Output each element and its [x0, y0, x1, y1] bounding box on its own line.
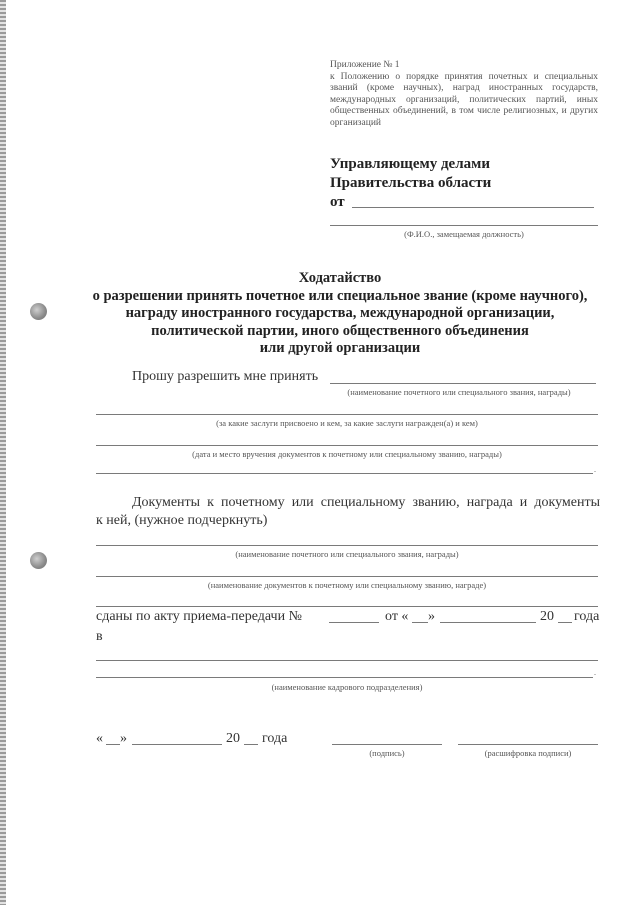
title-line3: награду иностранного государства, международной организации, — [125, 305, 555, 321]
signature-day-field[interactable] — [106, 744, 120, 745]
transfer-quote-close: » — [428, 609, 435, 624]
appendix-header: Приложение № 1 — [330, 60, 400, 70]
signature-quote-close: » — [120, 731, 127, 746]
transfer-year-field[interactable] — [558, 622, 572, 623]
appendix-block — [330, 60, 598, 129]
document-title — [80, 270, 600, 358]
transfer-in-label: в — [96, 629, 103, 644]
signature-decode-caption: (расшифровка подписи) — [484, 748, 572, 758]
request-caption2: (за какие заслуги присвоено и кем, за какие заслуги награжден(а) и кем) — [216, 418, 478, 428]
documents-list-field[interactable] — [96, 576, 598, 577]
transfer-act-number-field[interactable] — [329, 622, 379, 623]
title-line1: Ходатайство — [298, 270, 382, 286]
request-extra-field[interactable] — [96, 473, 593, 474]
request-award-field[interactable] — [330, 383, 596, 384]
title-line5: или другой организации — [259, 340, 421, 356]
request-caption1: (наименование почетного или специального звания, награды) — [347, 387, 571, 397]
documents-extra-field[interactable] — [96, 606, 598, 607]
signature-year-prefix: 20 — [226, 731, 240, 746]
appendix-text: к Положению о порядке принятия почетных и специальных званий (кроме научных), наград иностранных государств, международных организаций, политических партий, иных общественных объединений, в том числе религиозных, и других организаций — [330, 71, 598, 128]
transfer-prefix: сданы по акту приема-передачи № — [96, 609, 302, 624]
signature-quote-open: « — [96, 731, 103, 746]
documents-text — [96, 494, 600, 530]
addressee-second-field[interactable] — [330, 225, 598, 226]
signature-field[interactable] — [332, 744, 442, 745]
documents-caption2: (наименование документов к почетному или специальному званию, награде) — [207, 580, 487, 590]
signature-caption: (подпись) — [369, 748, 405, 758]
signature-year-suffix: года — [262, 731, 288, 746]
transfer-caption: (наименование кадрового подразделения) — [271, 682, 423, 692]
request-caption3: (дата и место вручения документов к почетному или специальному званию, награды) — [192, 449, 502, 459]
title-line2: о разрешении принять почетное или специальное звание (кроме научного), — [92, 287, 588, 304]
signature-decode-field[interactable] — [458, 744, 598, 745]
signature-year-field[interactable] — [244, 744, 258, 745]
addressee-line2: Правительства области — [330, 175, 492, 191]
title-line4: политической партии, иного общественного объединения — [151, 322, 529, 339]
punch-hole-top — [30, 303, 47, 320]
transfer-dept-field2[interactable] — [96, 677, 593, 678]
documents-caption1: (наименование почетного или специального звания, награды) — [235, 549, 459, 559]
addressee-from-label: от — [330, 194, 345, 210]
transfer-dept-field[interactable] — [96, 660, 598, 661]
line-end-mark: . — [594, 465, 596, 474]
transfer-month-field[interactable] — [440, 622, 536, 623]
request-merits-field[interactable] — [96, 414, 598, 415]
addressee-caption: (Ф.И.О., замещаемая должность) — [404, 229, 524, 239]
scan-edge — [0, 0, 6, 905]
addressee-line1: Управляющему делами — [330, 156, 490, 172]
request-text: Прошу разрешить мне принять — [132, 369, 319, 384]
addressee-from-field[interactable] — [352, 207, 594, 208]
documents-text-line1: Документы к почетному или специальному званию, награда и документы — [132, 495, 600, 510]
line-end-mark-2: . — [594, 668, 596, 677]
transfer-year-suffix: года — [574, 609, 600, 624]
documents-text-line2: к ней, (нужное подчеркнуть) — [96, 513, 268, 528]
transfer-day-field[interactable] — [412, 622, 428, 623]
transfer-from-label: от « — [385, 609, 409, 624]
transfer-year-prefix: 20 — [540, 609, 554, 624]
signature-month-field[interactable] — [132, 744, 222, 745]
request-date-field[interactable] — [96, 445, 598, 446]
punch-hole-bottom — [30, 552, 47, 569]
documents-award-field[interactable] — [96, 545, 598, 546]
